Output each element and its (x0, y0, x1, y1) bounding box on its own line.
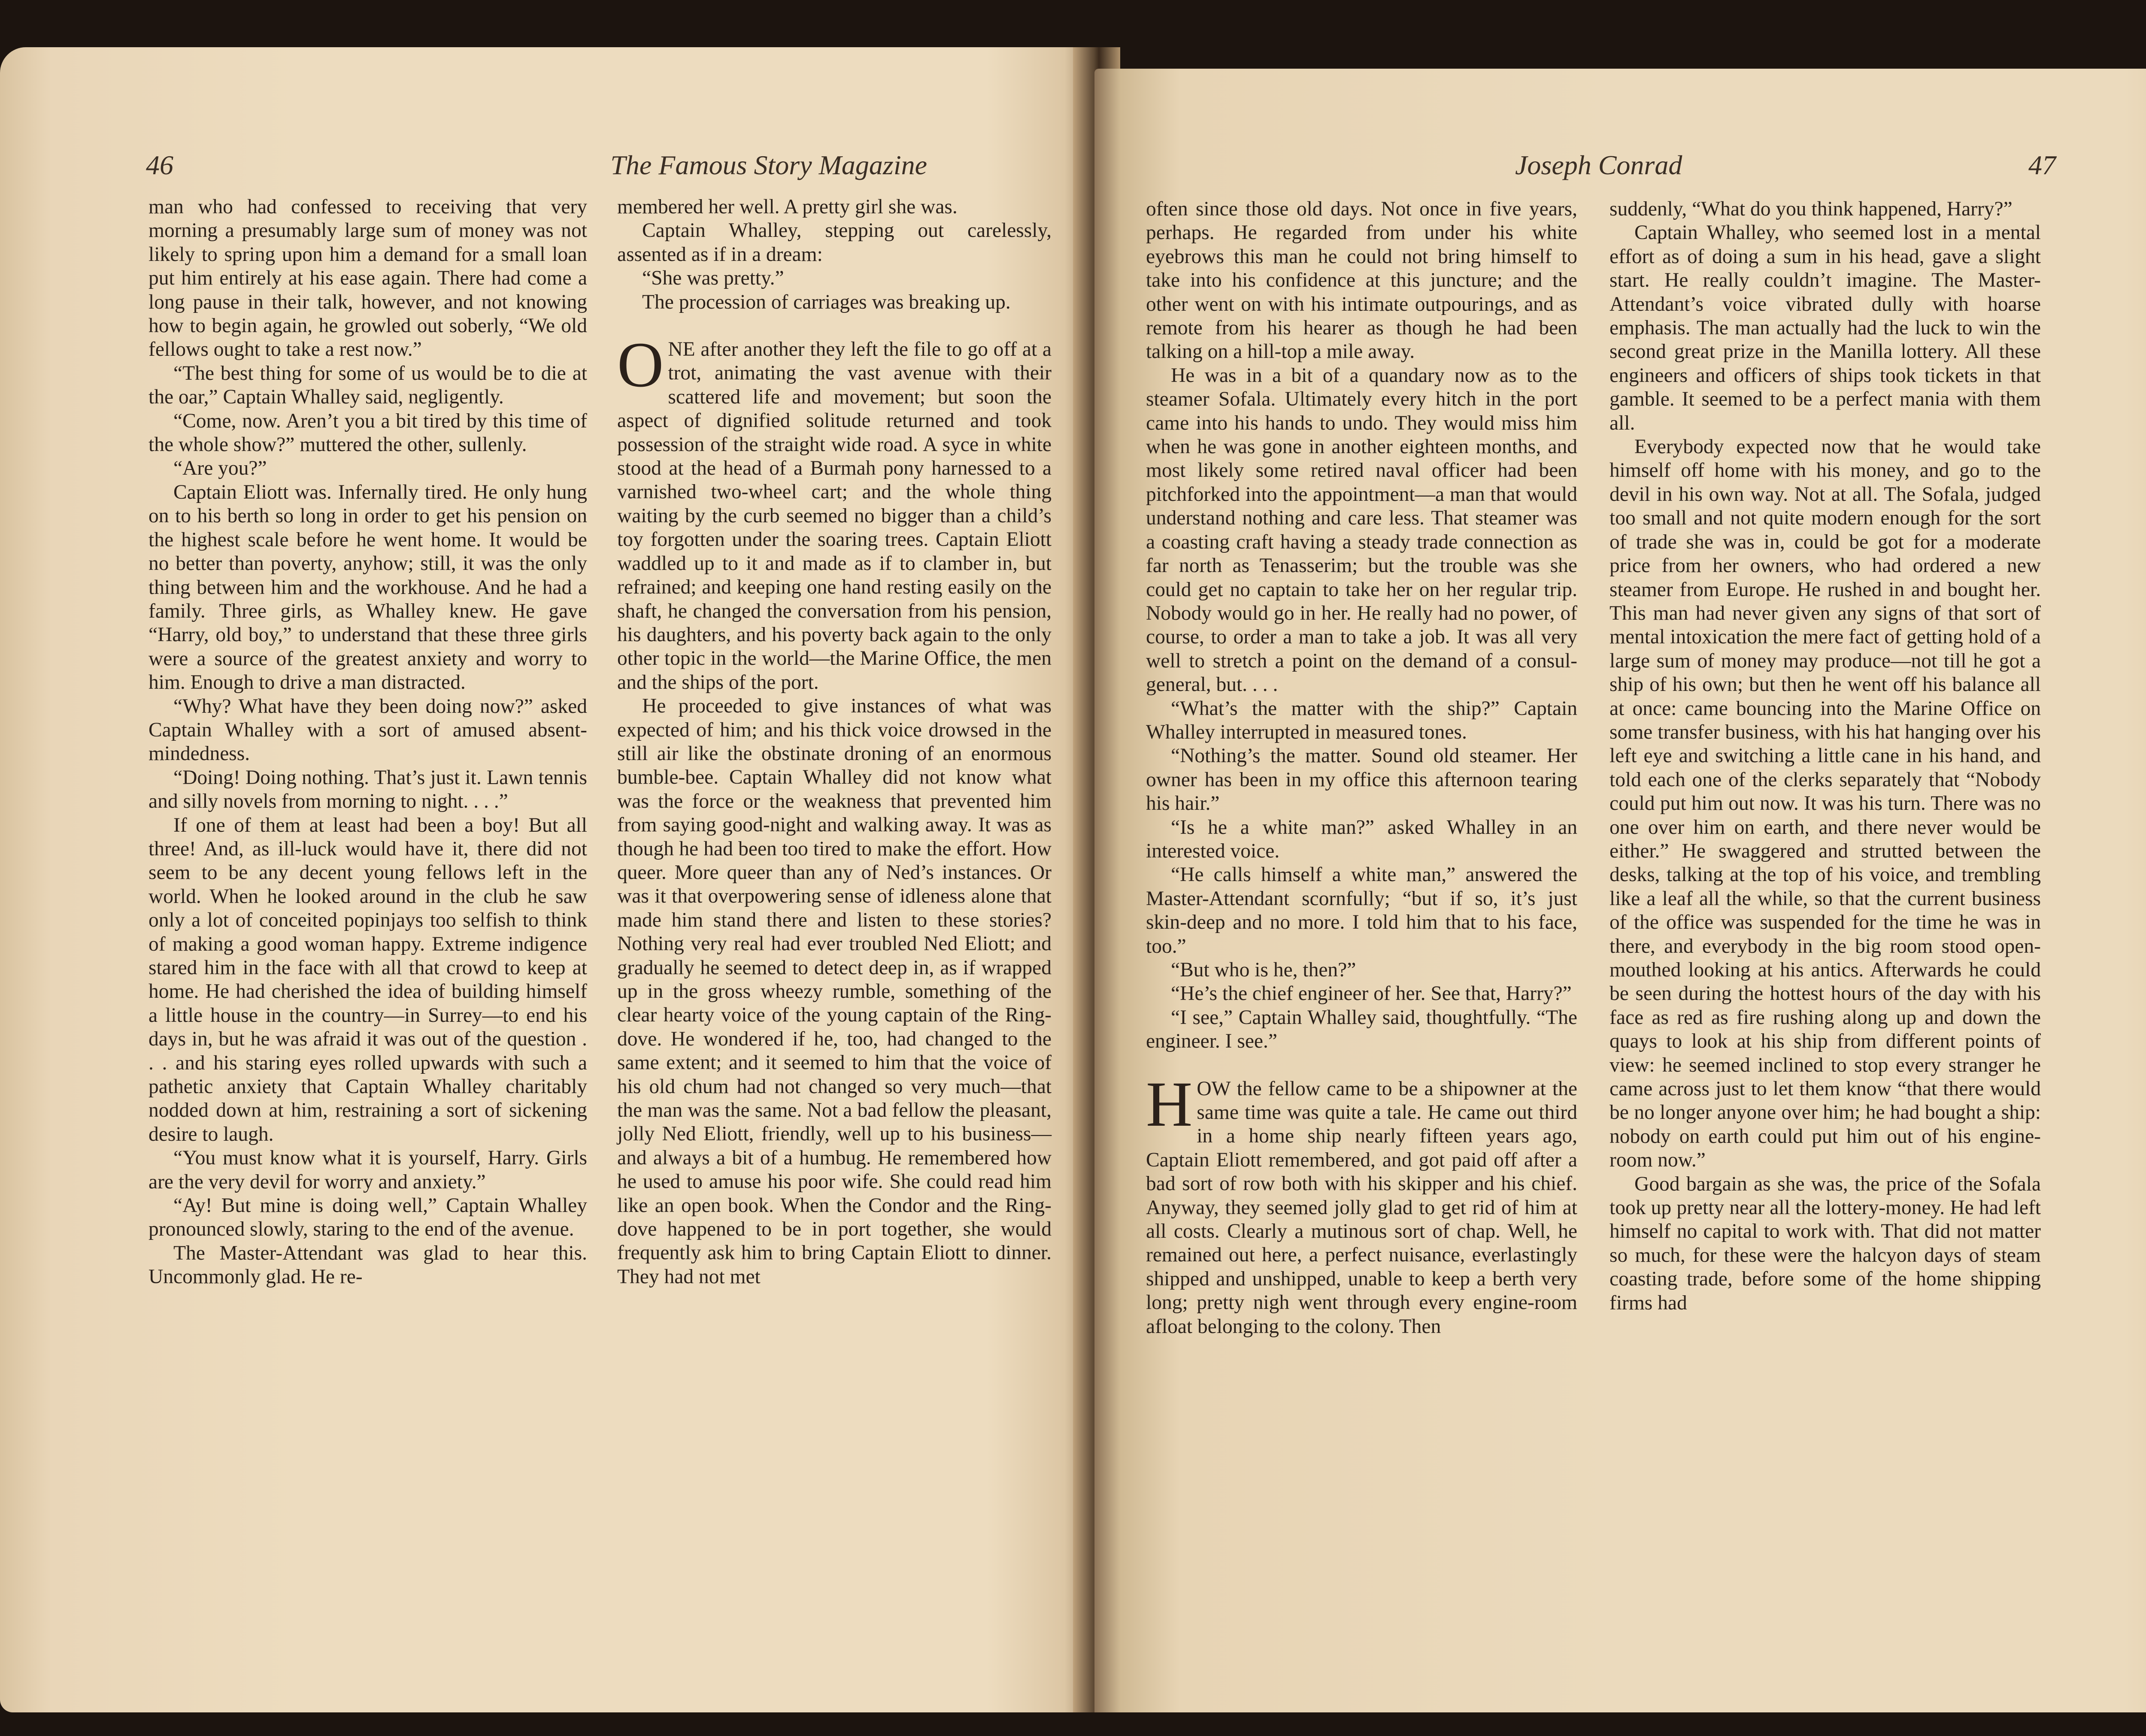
paragraph-text: NE after another they left the file to go off at a trot, animating the vast avenue with their scattered life and movement; but soon the aspect of dignified solitude returned and took possession of the straight wide road. A syce in white stood at the head of a Burmah pony harnessed to a varnished two-wheel cart; and the whole thing waiting by the curb seemed no bigger than a child’s toy forgotten under the soaring trees. Captain Eliott waddled up to it and made as if to clamber in, but refrained; and keeping one hand resting easily on the shaft, he changed the conversation from his pension, his daughters, and his poverty back again to the only other topic in the world—the Marine Office, the men and the ships of the port. (617, 338, 1052, 694)
paragraph: “Come, now. Aren’t you a bit tired by this time of the whole show?” muttered the other, sullenly. (149, 409, 587, 456)
paragraph: “You must know what it is yourself, Harry. Girls are the very devil for worry and anxiety.” (149, 1147, 587, 1193)
section-break (1146, 1054, 1577, 1077)
paragraph: The procession of carriages was breaking up. (642, 291, 1011, 313)
left-running-title: The Famous Story Magazine (610, 150, 927, 180)
paragraph: “Are you?” (173, 457, 267, 480)
paragraph: Captain Whalley, who seemed lost in a mental effort as of doing a sum in his head, gave a slight start. He really couldn’t imagine. The Master-Attendant’s voice vibrated dully with hoarse emphasis. The man actually had the luck to win the second great prize in the Manilla lottery. All these engineers and officers of ships took tickets in that gamble. It seemed to be a perfect mania with them all. (1610, 221, 2041, 434)
paragraph: “Nothing’s the matter. Sound old steamer. Her owner has been in my office this afternoon tearing his hair.” (1146, 745, 1577, 815)
paragraph: “What’s the matter with the ship?” Captain Whalley interrupted in measured tones. (1146, 697, 1577, 743)
paragraph: suddenly, “What do you think happened, Harry?” (1610, 198, 2013, 220)
right-running-title: Joseph Conrad (1515, 150, 1682, 180)
right-page (1094, 69, 2146, 1712)
right-column-2 (1610, 197, 2041, 1315)
paragraph: “Is he a white man?” asked Whalley in an interested voice. (1146, 816, 1577, 862)
paragraph: “Why? What have they been doing now?” asked Captain Whalley with a sort of amused absent-mindedness. (149, 695, 587, 765)
left-column-1 (149, 195, 587, 1289)
paragraph: often since those old days. Not once in five years, perhaps. He regarded from under his white eyebrows this man he could not bring himself to take into his confidence at this juncture; and the other went on with his intimate outpourings, and as remote from his hearer as though he had been talking on a hill-top a mile away. (1146, 198, 1577, 363)
section-break (617, 314, 1052, 338)
paragraph: “Doing! Doing nothing. That’s just it. Lawn tennis and silly novels from morning to night. . . .” (149, 766, 587, 813)
paragraph: If one of them at least had been a boy! But all three! And, as ill-luck would have it, there did not seem to be any decent young fellows left in the world. When he looked around in the club he saw only a lot of conceited popinjays too selfish to think of making a good woman happy. Extreme indigence stared him in the face with all that crowd to keep at home. He had cherished the idea of building himself a little house in the country—in Surrey—to end his days in, but he was afraid it was out of the question . . . and his staring eyes rolled upwards with such a pathetic anxiety that Captain Whalley charitably nodded down at him, restraining a sort of sickening desire to laugh. (149, 814, 587, 1145)
right-page-number: 47 (2028, 150, 2056, 180)
paragraph: He proceeded to give instances of what was expected of him; and his thick voice drowsed in the still air like the obstinate droning of an enormous bumble-bee. Captain Whalley did not know what was the force or the weakness that prevented him from saying good-night and walking away. It was as though he had been too tired to make the effort. How queer. More queer than any of Ned’s instances. Or was it that overpowering sense of idleness alone that made him stand there and listen to these stories? Nothing very real had ever troubled Ned Eliott; and gradually he seemed to detect deep in, as if wrapped up in the gross wheezy rumble, something of the clear hearty voice of the young captain of the Ring-dove. He wondered if he, too, had changed to the same extent; and it seemed to him that the voice of his old chum had not changed so very much—that the man was the same. Not a bad fellow the pleasant, jolly Ned Eliott, friendly, well up to his business—and always a bit of a humbug. He remembered how he used to amuse his poor wife. She could read him like an open book. When the Condor and the Ring-dove happened to be in port together, she would frequently ask him to bring Captain Eliott to dinner. They had not met (617, 695, 1052, 1288)
paragraph: The Master-Attendant was glad to hear this. Uncommonly glad. He re- (149, 1242, 587, 1288)
paragraph: “But who is he, then?” (1171, 959, 1356, 981)
paragraph: Everybody expected now that he would take himself off home with his money, and go to the devil in his own way. Not at all. The Sofala, judged too small and not quite modern enough for the sort of trade she was in, could be got for a moderate price from her owners, who had ordered a new steamer from Europe. He rushed in and bought her. This man had never given any signs of that sort of mental intoxication the mere fact of getting hold of a large sum of money may produce—not till he got a ship of his own; but then he went off his balance all at once: came bouncing into the Marine Office on some transfer business, with his hat hanging over his left eye and switching a little cane in his hand, and told each one of the clerks separately that “Nobody could put him out now. It was his turn. There was no one over him on earth, and there never would be either.” He swaggered and strutted between the desks, talking at the top of his voice, and trembling like a leaf all the while, so that the current business of the office was suspended for the time he was in there, and everybody in the big room stood open-mouthed looking at his antics. Afterwards he could be seen during the hottest hours of the day with his face as red as fire rushing along up and down the quays to look at his ship from different points of view: he seemed inclined to stop every stranger he came across just to let them know “that there would be no longer anyone over him; he had bought a ship: nobody on earth could put him out of his engine-room now.” (1610, 436, 2041, 1172)
dropcap-paragraph (1146, 1068, 1577, 1339)
paragraph: “She was pretty.” (642, 267, 784, 290)
paragraph: “I see,” Captain Whalley said, thoughtfully. “The engineer. I see.” (1146, 1006, 1577, 1053)
paragraph: “He’s the chief engineer of her. See that, Harry?” (1171, 982, 1572, 1005)
right-column-1 (1146, 197, 1577, 1339)
drop-cap-letter: H (1146, 1068, 1193, 1140)
paragraph: “He calls himself a white man,” answered the Master-Attendant scornfully; “but if so, it’s just skin-deep and no more. I told him that to his face, too.” (1146, 863, 1577, 957)
paragraph: “Ay! But mine is doing well,” Captain Whalley pronounced slowly, staring to the end of the avenue. (149, 1194, 587, 1241)
paragraph: Captain Whalley, stepping out carelessly, assented as if in a dream: (617, 219, 1052, 266)
paragraph: Captain Eliott was. Infernally tired. He only hung on to his berth so long in order to get his pension on the highest scale before he went home. It would be no better than poverty, anyhow; still, it was the only thing between him and the workhouse. And he had a family. Three girls, as Whalley knew. He gave “Harry, old boy,” to understand that these three girls were a source of the greatest anxiety and worry to him. Enough to drive a man distracted. (149, 481, 587, 694)
left-page (0, 47, 1097, 1712)
left-page-number: 46 (146, 150, 173, 180)
left-column-2 (617, 195, 1052, 1289)
paragraph: membered her well. A pretty girl she was. (617, 196, 958, 218)
paragraph-text: OW the fellow came to be a shipowner at the same time was quite a tale. He came out third in a home ship nearly fifteen years ago, Captain Eliott remembered, and got paid off after a bad sort of row both with his skipper and his chief. Anyway, they seemed jolly glad to get rid of him at all costs. Clearly a mutinous sort of chap. Well, he remained out here, a perfect nuisance, everlastingly shipped and unshipped, unable to keep a berth very long; pretty nigh went through every engine-room afloat belonging to the colony. Then (1146, 1077, 1577, 1338)
drop-cap-letter: O (617, 329, 664, 401)
paragraph: man who had confessed to receiving that very morning a presumably large sum of money was not likely to spring upon him a demand for a small loan put him entirely at his ease again. There had come a long pause in their talk, however, and not knowing how to begin again, he growled out soberly, “We old fellows ought to take a rest now.” (149, 196, 587, 361)
paragraph: “The best thing for some of us would be to die at the oar,” Captain Whalley said, negligently. (149, 362, 587, 409)
paragraph: He was in a bit of a quandary now as to the steamer Sofala. Ultimately every hitch in the port came into his hands to undo. They would miss him when he was gone in another eighteen months, and most likely some retired naval officer had been pitchforked into the appointment—a man that would understand nothing and care less. That steamer was a coasting craft having a steady trade connection as far north as Tenasserim; but the trouble was she could get no captain to take her on her regular trip. Nobody would go in her. He really had no power, of course, to order a man to take a job. It was all very well to stretch a point on the demand of a consul-general, but. . . . (1146, 364, 1577, 696)
right-running-head (1494, 137, 2146, 193)
dropcap-paragraph (617, 329, 1052, 694)
left-running-head (146, 137, 961, 193)
paragraph: Good bargain as she was, the price of the Sofala took up pretty near all the lottery-money. He had left himself no capital to work with. That did not matter so much, for these were the halcyon days of steam coasting trade, before some of the home shipping firms had (1610, 1172, 2041, 1314)
